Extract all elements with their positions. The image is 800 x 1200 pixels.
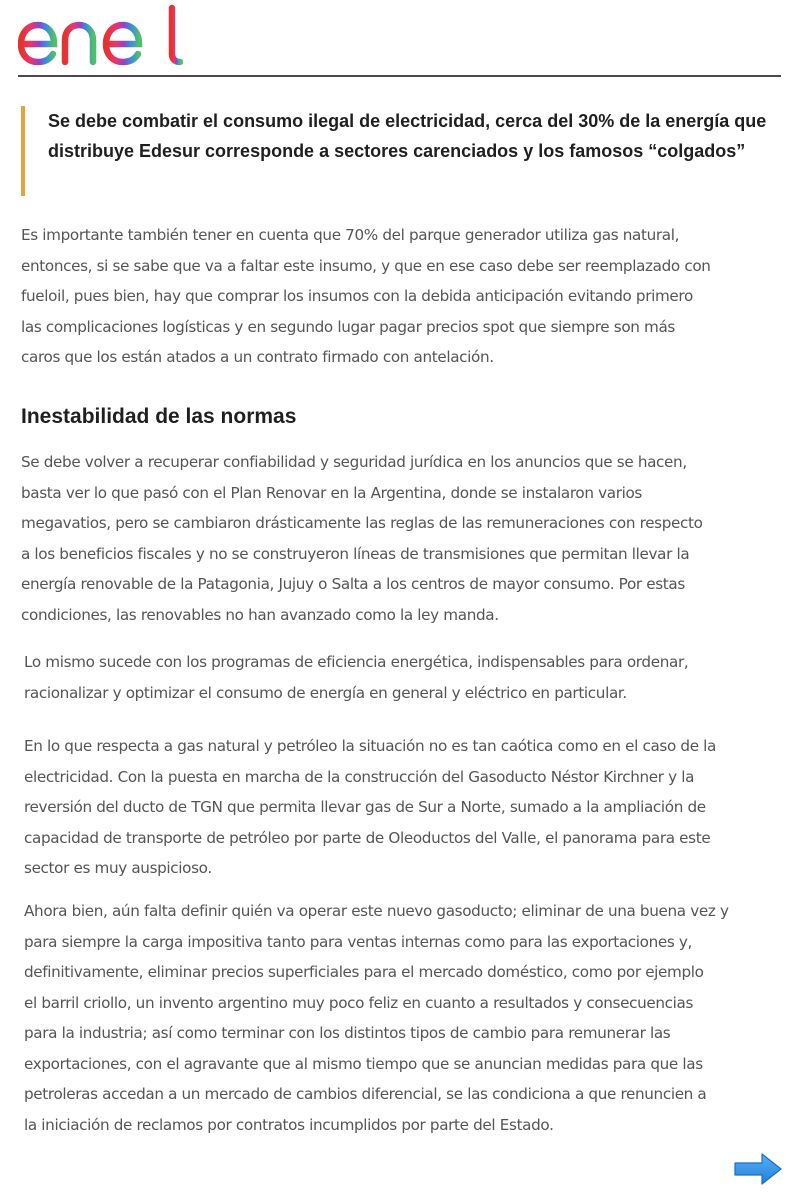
paragraph-pending-issues (24, 896, 729, 1140)
paragraph-line: electricidad. Con la puesta en marcha de la construcción del Gasoducto Néstor Kirchner y la (24, 767, 695, 786)
paragraph-gas-supply (21, 220, 711, 373)
paragraph-line: sector es muy auspicioso. (24, 859, 212, 877)
paragraph-line: el barril criollo, un invento argentino muy poco feliz en cuanto a resultados y consecuencias (24, 993, 694, 1012)
paragraph-line: En lo que respecta a gas natural y petróleo la situación no es tan caótica como en el caso de la (24, 737, 717, 755)
paragraph-line: petroleras accedan a un mercado de cambios diferencial, se las condiciona a que renuncien a (24, 1085, 707, 1103)
paragraph-line: las complicaciones logísticas y en segundo lugar pagar precios spot que siempre son más (21, 317, 675, 336)
paragraph-line: reversión del ducto de TGN que permita llevar gas de Sur a Norte, sumado a la ampliación de (24, 798, 706, 816)
enel-logo[interactable] (18, 4, 183, 68)
site-header (18, 0, 781, 77)
arrow-right-icon (732, 1151, 784, 1187)
paragraph-efficiency (24, 647, 688, 708)
paragraph-line: caros que los están atados a un contrato firmado con antelación. (21, 348, 494, 366)
paragraph-line: a los beneficios fiscales y no se construyeron líneas de transmisiones que permitan llevar la (21, 544, 690, 563)
paragraph-line: energía renovable de la Patagonia, Jujuy o Salta a los centros de mayor consumo. Por estas (21, 575, 685, 593)
paragraph-line: capacidad de transporte de petróleo por parte de Oleoductos del Valle, el panorama para este (24, 828, 711, 847)
paragraph-gas-oil (24, 731, 716, 884)
pull-quote (21, 106, 770, 196)
paragraph-line: Ahora bien, aún falta definir quién va operar este nuevo gasoducto; eliminar de una buena vez y (24, 902, 729, 920)
paragraph-line: Lo mismo sucede con los programas de eficiencia energética, indispensables para ordenar, (24, 653, 689, 671)
paragraph-line: para siempre la carga impositiva tanto para ventas internas como para las exportaciones y, (24, 932, 693, 951)
section-heading: Inestabilidad de las normas (21, 405, 297, 428)
paragraph-line: para la industria; así como terminar con los distintos tipos de cambio para remunerar las (24, 1024, 671, 1042)
pull-quote-text: Se debe combatir el consumo ilegal de electricidad, cerca del 30% de la energía que distribuye Edesur corresponde a sectores carenciados y los famosos “colgados” (48, 111, 767, 161)
paragraph-line: megavatios, pero se cambiaron drásticamente las reglas de las remuneraciones con respecto (21, 514, 703, 532)
paragraph-line: fueloil, pues bien, hay que comprar los insumos con la debida anticipación evitando primero (21, 287, 693, 305)
paragraph-line: definitivamente, eliminar precios superficiales para el mercado doméstico, como por ejemplo (24, 963, 704, 981)
paragraph-line: entonces, si se sabe que va a faltar este insumo, y que en ese caso debe ser reemplazado con (21, 256, 711, 275)
paragraph-line: Se debe volver a recuperar confiabilidad y seguridad jurídica en los anuncios que se hacen, (21, 453, 687, 471)
paragraph-line: condiciones, las renovables no han avanzado como la ley manda. (21, 605, 499, 624)
paragraph-legal-security (21, 447, 703, 630)
paragraph-line: racionalizar y optimizar el consumo de energía en general y eléctrico en particular. (24, 683, 627, 702)
paragraph-line: basta ver lo que pasó con el Plan Renovar en la Argentina, donde se instalaron varios (21, 483, 642, 502)
next-page-button[interactable] (732, 1151, 784, 1187)
paragraph-line: Es importante también tener en cuenta que 70% del parque generador utiliza gas natural, (21, 226, 680, 244)
paragraph-line: la iniciación de reclamos por contratos incumplidos por parte del Estado. (24, 1115, 554, 1134)
paragraph-line: exportaciones, con el agravante que al mismo tiempo que se anuncian medidas para que las (24, 1054, 703, 1073)
